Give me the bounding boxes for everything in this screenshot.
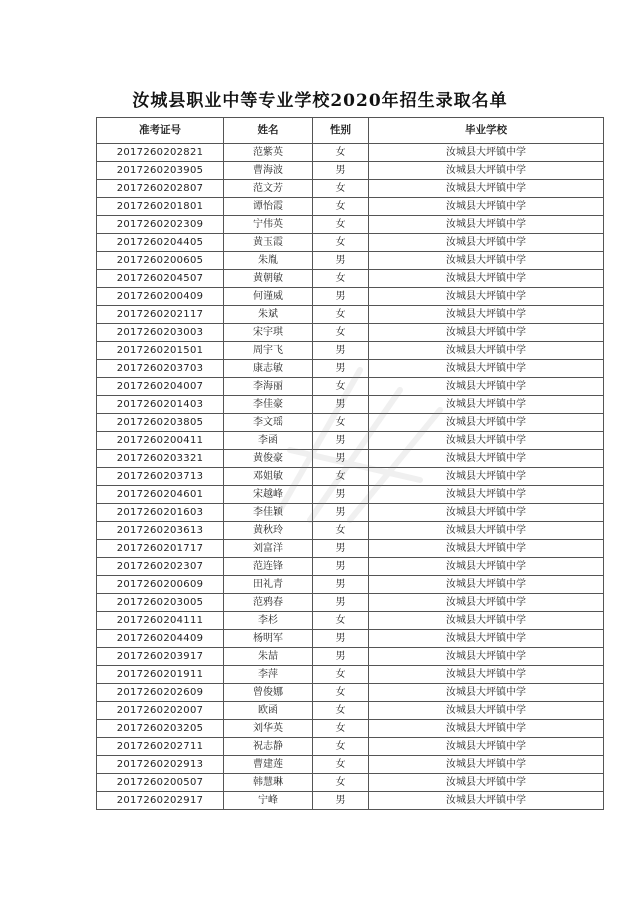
cell-school: 汝城县大坪镇中学 — [369, 162, 604, 180]
table-row — [97, 756, 604, 774]
cell-name: 李函 — [224, 432, 313, 450]
cell-name: 朱斌 — [224, 306, 313, 324]
cell-exam-id: 2017260203005 — [97, 594, 224, 612]
cell-exam-id: 2017260204601 — [97, 486, 224, 504]
cell-name: 曹海波 — [224, 162, 313, 180]
cell-name: 宋宇琪 — [224, 324, 313, 342]
table-row — [97, 234, 604, 252]
cell-school: 汝城县大坪镇中学 — [369, 180, 604, 198]
cell-exam-id: 2017260201501 — [97, 342, 224, 360]
cell-exam-id: 2017260202609 — [97, 684, 224, 702]
cell-gender: 男 — [313, 162, 369, 180]
cell-name: 李佳豪 — [224, 396, 313, 414]
cell-name: 刘富洋 — [224, 540, 313, 558]
table-row — [97, 198, 604, 216]
document-title: 汝城县职业中等专业学校2020年招生录取名单 — [132, 91, 508, 111]
table-row — [97, 720, 604, 738]
cell-gender: 女 — [313, 522, 369, 540]
cell-gender: 女 — [313, 684, 369, 702]
table-row — [97, 396, 604, 414]
cell-school: 汝城县大坪镇中学 — [369, 270, 604, 288]
cell-school: 汝城县大坪镇中学 — [369, 486, 604, 504]
table-row — [97, 594, 604, 612]
cell-school: 汝城县大坪镇中学 — [369, 738, 604, 756]
cell-school: 汝城县大坪镇中学 — [369, 288, 604, 306]
cell-school: 汝城县大坪镇中学 — [369, 594, 604, 612]
cell-gender: 男 — [313, 594, 369, 612]
cell-exam-id: 2017260204007 — [97, 378, 224, 396]
table-row — [97, 612, 604, 630]
cell-name: 朱胤 — [224, 252, 313, 270]
cell-gender: 男 — [313, 792, 369, 810]
cell-school: 汝城县大坪镇中学 — [369, 144, 604, 162]
cell-exam-id: 2017260200507 — [97, 774, 224, 792]
cell-gender: 男 — [313, 576, 369, 594]
table-row — [97, 540, 604, 558]
table-body — [97, 144, 604, 810]
table-row — [97, 486, 604, 504]
cell-name: 李萍 — [224, 666, 313, 684]
cell-gender: 女 — [313, 702, 369, 720]
cell-gender: 男 — [313, 630, 369, 648]
cell-gender: 男 — [313, 396, 369, 414]
table-row — [97, 738, 604, 756]
cell-gender: 女 — [313, 774, 369, 792]
table-row — [97, 378, 604, 396]
cell-gender: 男 — [313, 504, 369, 522]
cell-name: 范紫英 — [224, 144, 313, 162]
table-row — [97, 180, 604, 198]
table-row — [97, 504, 604, 522]
cell-exam-id: 2017260202913 — [97, 756, 224, 774]
cell-name: 周宇飞 — [224, 342, 313, 360]
cell-exam-id: 2017260204409 — [97, 630, 224, 648]
cell-exam-id: 2017260203205 — [97, 720, 224, 738]
cell-exam-id: 2017260203905 — [97, 162, 224, 180]
cell-gender: 女 — [313, 720, 369, 738]
table-row — [97, 162, 604, 180]
cell-exam-id: 2017260203613 — [97, 522, 224, 540]
table-row — [97, 252, 604, 270]
cell-name: 曾俊娜 — [224, 684, 313, 702]
cell-name: 曹建莲 — [224, 756, 313, 774]
table-row — [97, 324, 604, 342]
cell-name: 范文芳 — [224, 180, 313, 198]
cell-school: 汝城县大坪镇中学 — [369, 450, 604, 468]
table-row — [97, 630, 604, 648]
cell-exam-id: 2017260202917 — [97, 792, 224, 810]
cell-school: 汝城县大坪镇中学 — [369, 522, 604, 540]
cell-name: 康志敏 — [224, 360, 313, 378]
cell-exam-id: 2017260201911 — [97, 666, 224, 684]
cell-name: 何谨威 — [224, 288, 313, 306]
cell-gender: 女 — [313, 270, 369, 288]
cell-gender: 男 — [313, 450, 369, 468]
cell-gender: 女 — [313, 378, 369, 396]
cell-gender: 女 — [313, 144, 369, 162]
cell-school: 汝城县大坪镇中学 — [369, 414, 604, 432]
cell-gender: 女 — [313, 414, 369, 432]
table-row — [97, 144, 604, 162]
cell-name: 范连锋 — [224, 558, 313, 576]
table-row — [97, 468, 604, 486]
cell-gender: 女 — [313, 198, 369, 216]
cell-name: 田礼青 — [224, 576, 313, 594]
cell-school: 汝城县大坪镇中学 — [369, 396, 604, 414]
cell-school: 汝城县大坪镇中学 — [369, 198, 604, 216]
cell-school: 汝城县大坪镇中学 — [369, 774, 604, 792]
cell-gender: 女 — [313, 756, 369, 774]
cell-exam-id: 2017260203003 — [97, 324, 224, 342]
cell-school: 汝城县大坪镇中学 — [369, 702, 604, 720]
cell-exam-id: 2017260200409 — [97, 288, 224, 306]
cell-name: 邓姐敏 — [224, 468, 313, 486]
table-row — [97, 792, 604, 810]
cell-exam-id: 2017260202821 — [97, 144, 224, 162]
cell-gender: 男 — [313, 360, 369, 378]
cell-school: 汝城县大坪镇中学 — [369, 306, 604, 324]
cell-name: 黄朝敏 — [224, 270, 313, 288]
table-row — [97, 216, 604, 234]
cell-school: 汝城县大坪镇中学 — [369, 576, 604, 594]
cell-school: 汝城县大坪镇中学 — [369, 540, 604, 558]
cell-school: 汝城县大坪镇中学 — [369, 612, 604, 630]
table-row — [97, 270, 604, 288]
cell-name: 欧函 — [224, 702, 313, 720]
cell-name: 黄玉霞 — [224, 234, 313, 252]
cell-school: 汝城县大坪镇中学 — [369, 684, 604, 702]
cell-name: 黄俊豪 — [224, 450, 313, 468]
cell-exam-id: 2017260204111 — [97, 612, 224, 630]
cell-gender: 女 — [313, 306, 369, 324]
header-gender: 性别 — [313, 118, 369, 144]
cell-school: 汝城县大坪镇中学 — [369, 432, 604, 450]
cell-exam-id: 2017260203321 — [97, 450, 224, 468]
table-row — [97, 360, 604, 378]
cell-name: 祝志静 — [224, 738, 313, 756]
cell-exam-id: 2017260201717 — [97, 540, 224, 558]
cell-exam-id: 2017260204507 — [97, 270, 224, 288]
cell-school: 汝城县大坪镇中学 — [369, 666, 604, 684]
cell-name: 杨明军 — [224, 630, 313, 648]
cell-school: 汝城县大坪镇中学 — [369, 792, 604, 810]
table-row — [97, 432, 604, 450]
cell-exam-id: 2017260202309 — [97, 216, 224, 234]
table-row — [97, 774, 604, 792]
cell-gender: 女 — [313, 324, 369, 342]
cell-school: 汝城县大坪镇中学 — [369, 216, 604, 234]
cell-exam-id: 2017260201403 — [97, 396, 224, 414]
cell-exam-id: 2017260201603 — [97, 504, 224, 522]
cell-name: 黄秋玲 — [224, 522, 313, 540]
cell-school: 汝城县大坪镇中学 — [369, 468, 604, 486]
cell-name: 宁伟英 — [224, 216, 313, 234]
cell-school: 汝城县大坪镇中学 — [369, 252, 604, 270]
cell-exam-id: 2017260200605 — [97, 252, 224, 270]
header-exam-id: 准考证号 — [97, 118, 224, 144]
cell-exam-id: 2017260202117 — [97, 306, 224, 324]
cell-gender: 女 — [313, 234, 369, 252]
table-header-row — [97, 118, 604, 144]
table-row — [97, 702, 604, 720]
table-row — [97, 450, 604, 468]
table-row — [97, 342, 604, 360]
cell-gender: 男 — [313, 558, 369, 576]
cell-school: 汝城县大坪镇中学 — [369, 504, 604, 522]
cell-exam-id: 2017260200411 — [97, 432, 224, 450]
cell-school: 汝城县大坪镇中学 — [369, 324, 604, 342]
header-school: 毕业学校 — [369, 118, 604, 144]
cell-gender: 女 — [313, 612, 369, 630]
table-row — [97, 558, 604, 576]
cell-school: 汝城县大坪镇中学 — [369, 720, 604, 738]
cell-gender: 女 — [313, 180, 369, 198]
cell-name: 李佳颖 — [224, 504, 313, 522]
cell-school: 汝城县大坪镇中学 — [369, 756, 604, 774]
cell-school: 汝城县大坪镇中学 — [369, 558, 604, 576]
cell-name: 宋越峰 — [224, 486, 313, 504]
cell-school: 汝城县大坪镇中学 — [369, 648, 604, 666]
cell-name: 范鸦春 — [224, 594, 313, 612]
table-row — [97, 684, 604, 702]
cell-gender: 女 — [313, 468, 369, 486]
cell-exam-id: 2017260204405 — [97, 234, 224, 252]
cell-exam-id: 2017260202807 — [97, 180, 224, 198]
table-row — [97, 522, 604, 540]
cell-name: 李文瑶 — [224, 414, 313, 432]
cell-exam-id: 2017260203917 — [97, 648, 224, 666]
header-name: 姓名 — [224, 118, 313, 144]
cell-school: 汝城县大坪镇中学 — [369, 378, 604, 396]
cell-gender: 女 — [313, 738, 369, 756]
cell-school: 汝城县大坪镇中学 — [369, 630, 604, 648]
cell-gender: 女 — [313, 216, 369, 234]
cell-name: 李杉 — [224, 612, 313, 630]
cell-name: 韩慧琳 — [224, 774, 313, 792]
cell-name: 朱喆 — [224, 648, 313, 666]
cell-gender: 男 — [313, 648, 369, 666]
cell-gender: 男 — [313, 540, 369, 558]
table-row — [97, 648, 604, 666]
cell-exam-id: 2017260203703 — [97, 360, 224, 378]
cell-name: 宁峰 — [224, 792, 313, 810]
cell-exam-id: 2017260203713 — [97, 468, 224, 486]
table-row — [97, 576, 604, 594]
cell-name: 刘华英 — [224, 720, 313, 738]
cell-gender: 男 — [313, 342, 369, 360]
cell-school: 汝城县大坪镇中学 — [369, 234, 604, 252]
table-row — [97, 666, 604, 684]
cell-exam-id: 2017260201801 — [97, 198, 224, 216]
table-row — [97, 414, 604, 432]
cell-exam-id: 2017260202711 — [97, 738, 224, 756]
admission-table — [96, 117, 604, 810]
cell-exam-id: 2017260202007 — [97, 702, 224, 720]
cell-gender: 男 — [313, 288, 369, 306]
cell-name: 李海丽 — [224, 378, 313, 396]
cell-gender: 女 — [313, 666, 369, 684]
cell-school: 汝城县大坪镇中学 — [369, 360, 604, 378]
cell-name: 谭怡霞 — [224, 198, 313, 216]
cell-exam-id: 2017260203805 — [97, 414, 224, 432]
cell-gender: 男 — [313, 432, 369, 450]
table-row — [97, 306, 604, 324]
cell-gender: 男 — [313, 252, 369, 270]
table-row — [97, 288, 604, 306]
cell-exam-id: 2017260200609 — [97, 576, 224, 594]
cell-school: 汝城县大坪镇中学 — [369, 342, 604, 360]
cell-gender: 男 — [313, 486, 369, 504]
cell-exam-id: 2017260202307 — [97, 558, 224, 576]
